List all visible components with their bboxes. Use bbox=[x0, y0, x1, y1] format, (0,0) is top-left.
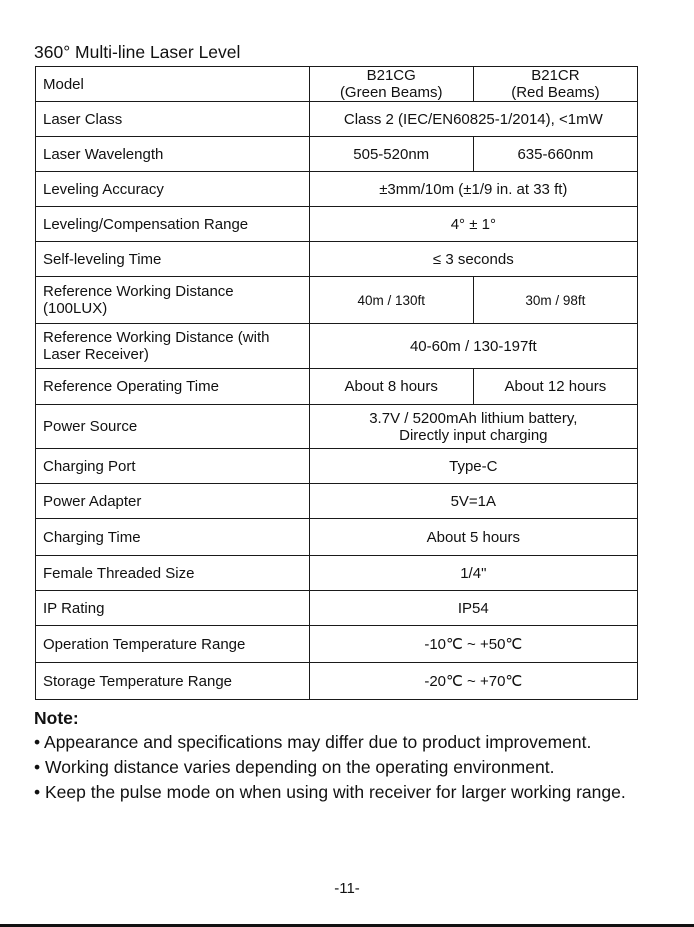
notes-section bbox=[34, 707, 664, 806]
model-name: B21CR bbox=[531, 67, 580, 84]
row-value-line: Directly input charging bbox=[399, 426, 548, 444]
row-value-red: About 12 hours bbox=[473, 369, 637, 405]
note-item: • Keep the pulse mode on when using with receiver for larger working range. bbox=[34, 782, 626, 802]
table-row bbox=[36, 324, 638, 369]
table-row bbox=[36, 484, 638, 519]
row-value: ±3mm/10m (±1/9 in. at 33 ft) bbox=[309, 172, 637, 207]
row-value-green: About 8 hours bbox=[309, 369, 473, 405]
table-row bbox=[36, 405, 638, 449]
table-row bbox=[36, 556, 638, 591]
row-label: Self-leveling Time bbox=[36, 242, 310, 277]
table-row bbox=[36, 242, 638, 277]
table-row bbox=[36, 519, 638, 556]
row-label-line: Laser Receiver) bbox=[43, 346, 149, 363]
note-item: • Appearance and specifications may differ due to product improvement. bbox=[34, 732, 592, 752]
row-value-red: 635-660nm bbox=[473, 137, 637, 172]
row-label: Power Source bbox=[36, 405, 310, 449]
table-row bbox=[36, 449, 638, 484]
table-row bbox=[36, 137, 638, 172]
row-label bbox=[36, 277, 310, 324]
row-label: Reference Operating Time bbox=[36, 369, 310, 405]
model-red-header bbox=[473, 67, 637, 102]
table-row bbox=[36, 172, 638, 207]
table-row bbox=[36, 591, 638, 626]
row-value: Type-C bbox=[309, 449, 637, 484]
note-heading: Note: bbox=[34, 708, 79, 728]
model-green-header bbox=[309, 67, 473, 102]
table-row bbox=[36, 277, 638, 324]
row-label bbox=[36, 324, 310, 369]
row-value: -20℃ ~ +70℃ bbox=[309, 663, 637, 700]
model-name: B21CG bbox=[366, 67, 416, 84]
row-value: Class 2 (IEC/EN60825-1/2014), <1mW bbox=[309, 102, 637, 137]
row-value: 4° ± 1° bbox=[309, 207, 637, 242]
page-number: -11- bbox=[334, 880, 360, 897]
row-value: 5V=1A bbox=[309, 484, 637, 519]
row-value-green: 505-520nm bbox=[309, 137, 473, 172]
page-title: 360° Multi-line Laser Level bbox=[34, 42, 241, 62]
row-label: Leveling Accuracy bbox=[36, 172, 310, 207]
row-label: Female Threaded Size bbox=[36, 556, 310, 591]
table-row bbox=[36, 207, 638, 242]
row-value-red: 30m / 98ft bbox=[473, 277, 637, 324]
spec-table bbox=[35, 66, 638, 700]
row-value: ≤ 3 seconds bbox=[309, 242, 637, 277]
row-value: 40-60m / 130-197ft bbox=[309, 324, 637, 369]
row-value: -10℃ ~ +50℃ bbox=[309, 626, 637, 663]
row-label: IP Rating bbox=[36, 591, 310, 626]
row-label: Charging Port bbox=[36, 449, 310, 484]
row-label: Laser Class bbox=[36, 102, 310, 137]
row-value-line: 3.7V / 5200mAh lithium battery, bbox=[369, 409, 578, 427]
row-label: Power Adapter bbox=[36, 484, 310, 519]
row-value: About 5 hours bbox=[309, 519, 637, 556]
row-label-line: (100LUX) bbox=[43, 300, 108, 317]
row-label: Storage Temperature Range bbox=[36, 663, 310, 700]
table-row bbox=[36, 67, 638, 102]
table-row bbox=[36, 626, 638, 663]
row-label: Leveling/Compensation Range bbox=[36, 207, 310, 242]
table-row bbox=[36, 102, 638, 137]
row-label: Model bbox=[36, 67, 310, 102]
row-label: Laser Wavelength bbox=[36, 137, 310, 172]
row-value-green: 40m / 130ft bbox=[309, 277, 473, 324]
row-label: Operation Temperature Range bbox=[36, 626, 310, 663]
table-row bbox=[36, 369, 638, 405]
row-value bbox=[309, 405, 637, 449]
table-row bbox=[36, 663, 638, 700]
model-beam: (Green Beams) bbox=[339, 84, 443, 101]
model-beam: (Red Beams) bbox=[511, 84, 600, 101]
row-label: Charging Time bbox=[36, 519, 310, 556]
row-label-line: Reference Working Distance (with bbox=[43, 329, 270, 346]
row-value: 1/4" bbox=[309, 556, 637, 591]
note-item: • Working distance varies depending on the operating environment. bbox=[34, 757, 555, 777]
row-value: IP54 bbox=[309, 591, 637, 626]
row-label-line: Reference Working Distance bbox=[43, 283, 234, 300]
